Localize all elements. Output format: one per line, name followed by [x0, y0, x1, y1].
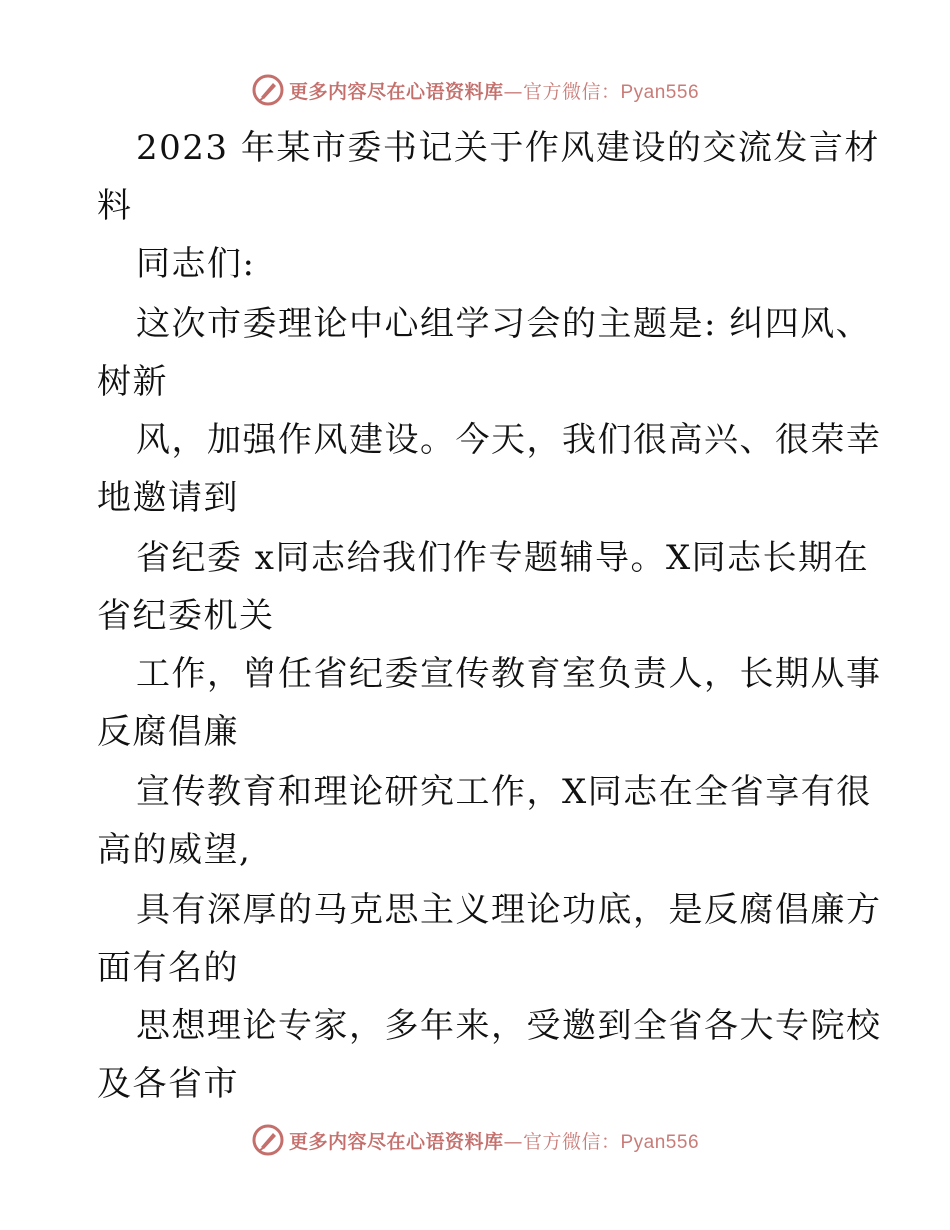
watermark-text	[289, 1127, 699, 1154]
paragraph-line: 省纪委 x同志给我们作专题辅导。X同志长期在	[136, 538, 870, 578]
paragraph-line: 反腐倡廉	[97, 712, 239, 752]
footer-watermark	[0, 1120, 950, 1160]
watermark-name: 更多内容尽在心语资料库	[288, 80, 504, 103]
paragraph-line: 工作，曾任省纪委宣传教育室负责人，长期从事	[136, 654, 882, 694]
watermark-id: Pyan556	[620, 1131, 700, 1153]
paragraph-line: 宣传教育和理论研究工作，X同志在全省享有很	[136, 772, 872, 812]
header-watermark	[0, 70, 950, 110]
paragraph-line: 面有名的	[97, 948, 239, 988]
watermark-id: Pyan556	[620, 81, 700, 103]
watermark-label: 官方微信：	[522, 1130, 621, 1153]
paragraph-line: 思想理论专家，多年来，受邀到全省各大专院校	[136, 1006, 882, 1046]
document-title-line: 2023 年某市委书记关于作风建设的交流发言材	[136, 128, 880, 168]
paragraph-line: 树新	[97, 362, 168, 402]
watermark-text	[289, 77, 699, 104]
watermark-label: 官方微信：	[522, 80, 621, 103]
pen-nib-circle-icon	[251, 73, 285, 107]
paragraph-line: 地邀请到	[97, 478, 239, 518]
document-title-line: 料	[97, 186, 133, 226]
paragraph-line: 这次市委理论中心组学习会的主题是: 纠四风、	[136, 304, 872, 344]
paragraph-line: 及各省市	[97, 1064, 239, 1104]
watermark-name: 更多内容尽在心语资料库	[288, 1130, 504, 1153]
paragraph-line: 风，加强作风建设。今天，我们很高兴、很荣幸	[136, 420, 882, 460]
watermark-separator: —	[503, 1130, 523, 1153]
paragraph-line: 同志们:	[136, 244, 256, 284]
watermark-separator: —	[503, 80, 523, 103]
paragraph-line: 具有深厚的马克思主义理论功底，是反腐倡廉方	[136, 890, 882, 930]
pen-nib-circle-icon	[251, 1123, 285, 1157]
paragraph-line: 省纪委机关	[97, 596, 275, 636]
paragraph-line: 高的威望,	[97, 830, 252, 870]
